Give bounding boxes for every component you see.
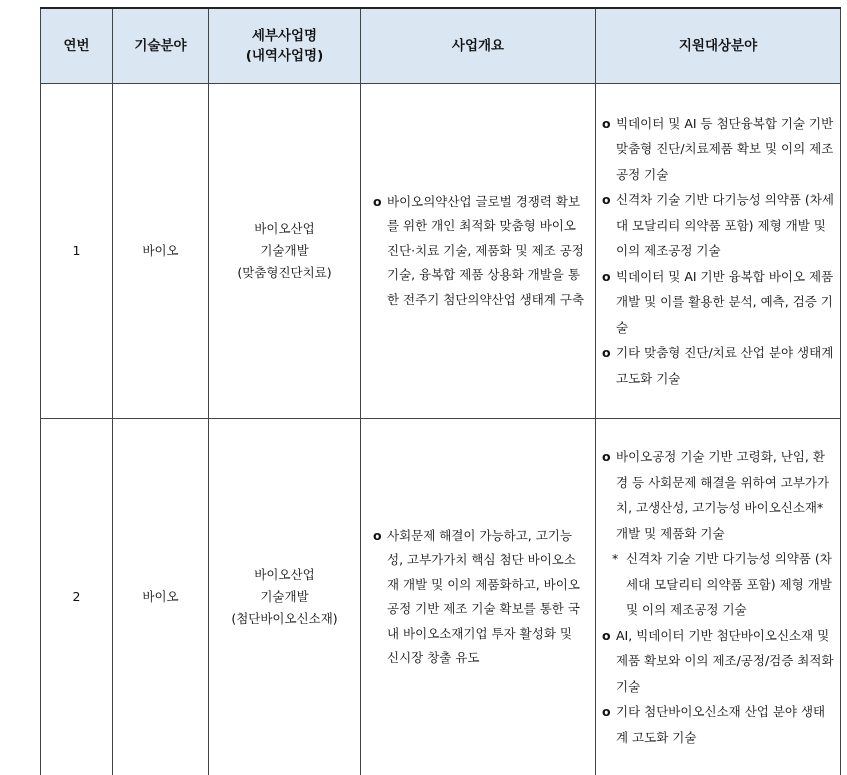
- header-program-line1: 세부사업명: [209, 26, 360, 46]
- bullet-marker: o: [602, 187, 616, 213]
- bullet-marker: o: [602, 111, 616, 137]
- cell-program: [209, 84, 361, 419]
- target-item: [602, 623, 834, 700]
- target-text: 바이오공정 기술 기반 고령화, 난임, 환경 등 사회문제 해결을 위하여 고부가가치, 고생산성, 고기능성 바이오신소재* 개발 및 제품화 기술: [616, 444, 834, 546]
- cell-target: [596, 419, 841, 775]
- bullet-marker: o: [373, 524, 387, 549]
- business-table: [40, 7, 841, 775]
- program-line: 바이오산업: [209, 218, 360, 240]
- target-text: 빅데이터 및 AI 기반 융복합 바이오 제품 개발 및 이를 활용한 분석, 예측, 검증 기술: [616, 264, 834, 341]
- table-header-row: [41, 8, 841, 84]
- cell-program: [209, 419, 361, 775]
- cell-overview: [361, 84, 596, 419]
- program-line: 바이오산업: [209, 564, 360, 586]
- asterisk-marker: *: [612, 546, 626, 572]
- target-text: 기타 첨단바이오신소재 산업 분야 생태계 고도화 기술: [616, 699, 834, 750]
- bullet-marker: o: [602, 264, 616, 290]
- bullet-marker: o: [602, 699, 616, 725]
- table-row: [41, 419, 841, 775]
- target-item: [602, 187, 834, 264]
- program-line: 기술개발: [209, 586, 360, 608]
- cell-field: 바이오: [113, 419, 209, 775]
- bullet-marker: o: [373, 190, 387, 215]
- bullet-marker: o: [602, 623, 616, 649]
- target-item: [602, 111, 834, 188]
- cell-no: 1: [41, 84, 113, 419]
- target-text: AI, 빅데이터 기반 첨단바이오신소재 및 제품 확보와 이의 제조/공정/검증 최적화 기술: [616, 623, 834, 700]
- overview-item: [373, 524, 587, 671]
- cell-no: 2: [41, 419, 113, 775]
- target-text: 신격차 기술 기반 다기능성 의약품 (차세대 모달리티 의약품 포함) 제형 개발 및 이의 제조공정 기술: [616, 187, 834, 264]
- target-text: 빅데이터 및 AI 등 첨단융복합 기술 기반 맞춤형 진단/치료제품 확보 및 이의 제조공정 기술: [616, 111, 834, 188]
- target-item: [602, 444, 834, 546]
- header-field: 기술분야: [113, 8, 209, 84]
- overview-text: 바이오의약산업 글로벌 경쟁력 확보를 위한 개인 최적화 맞춤형 바이오진단·치료 기술, 제품화 및 제조 공정 기술, 융복합 제품 상용화 개발을 통한 전주기 첨단의약산업 생태계 구축: [387, 190, 587, 313]
- cell-field: 바이오: [113, 84, 209, 419]
- header-no: 연번: [41, 8, 113, 84]
- program-line: 기술개발: [209, 240, 360, 262]
- target-item: [602, 699, 834, 750]
- cell-target: [596, 84, 841, 419]
- table-row: [41, 84, 841, 419]
- bullet-marker: o: [602, 444, 616, 470]
- overview-item: [373, 190, 587, 313]
- bullet-marker: o: [602, 340, 616, 366]
- target-subtext: 신격차 기술 기반 다기능성 의약품 (차세대 모달리티 의약품 포함) 제형 개발 및 이의 제조공정 기술: [626, 546, 834, 623]
- header-overview: 사업개요: [361, 8, 596, 84]
- overview-text: 사회문제 해결이 가능하고, 고기능성, 고부가가치 핵심 첨단 바이오소재 개발 및 이의 제품화하고, 바이오공정 기반 제조 기술 확보를 통한 국내 바이오소재기업 투자 활성화 및 신시장 창출 유도: [387, 524, 587, 671]
- target-item: [602, 340, 834, 391]
- header-program: [209, 8, 361, 84]
- target-item: [602, 264, 834, 341]
- header-target: 지원대상분야: [596, 8, 841, 84]
- cell-overview: [361, 419, 596, 775]
- program-line: (맞춤형진단치료): [209, 262, 360, 284]
- program-line: (첨단바이오신소재): [209, 608, 360, 630]
- target-subitem: [602, 546, 834, 623]
- target-text: 기타 맞춤형 진단/치료 산업 분야 생태계 고도화 기술: [616, 340, 834, 391]
- header-program-line2: (내역사업명): [209, 46, 360, 66]
